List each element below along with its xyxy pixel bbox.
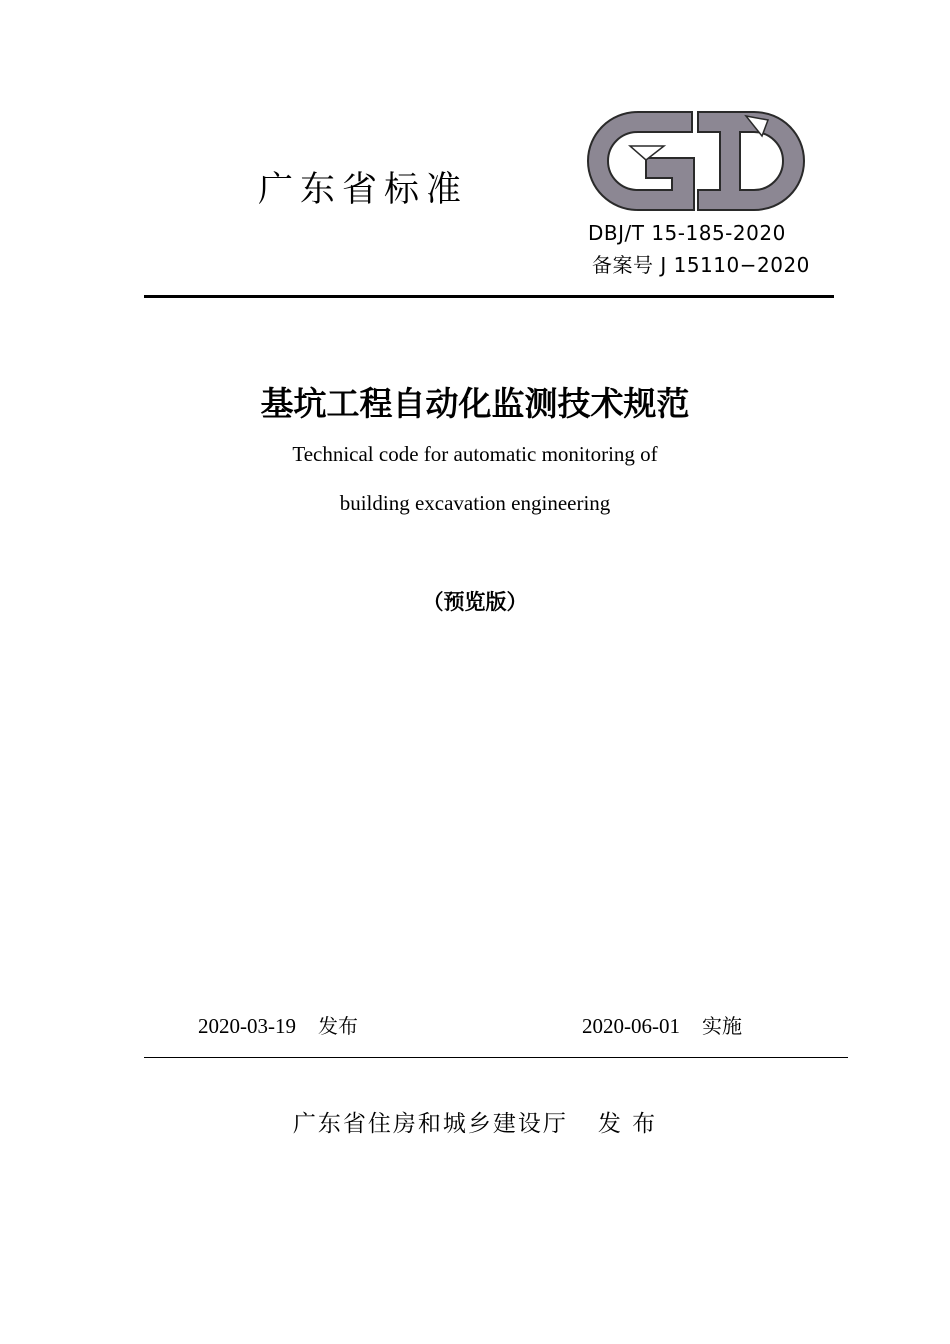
publisher-name: 广东省住房和城乡建设厅: [292, 1111, 568, 1137]
publish-verb: 发 布: [597, 1111, 658, 1137]
document-title-zh: 基坑工程自动化监测技术规范: [260, 384, 690, 423]
top-divider: [144, 295, 834, 298]
bottom-divider: [144, 1057, 848, 1058]
implementation-date-line: [582, 1012, 742, 1040]
implementation-date: 2020-06-01: [582, 1014, 680, 1038]
province-standard-label: 广东省标准: [258, 170, 469, 210]
record-number: 备案号 J 15110−2020: [592, 253, 810, 277]
standard-code: DBJ/T 15-185-2020: [588, 221, 786, 245]
issue-label: 发布: [318, 1014, 358, 1038]
issue-date-line: [198, 1012, 358, 1040]
publisher-line: [0, 1108, 950, 1140]
edition-label: （预览版）: [422, 590, 528, 614]
implementation-label: 实施: [702, 1014, 742, 1038]
document-title-en-line2: building excavation engineering: [339, 491, 611, 515]
issue-date: 2020-03-19: [198, 1014, 296, 1038]
gd-logo: [586, 110, 806, 212]
document-title-en-line1: Technical code for automatic monitoring of: [292, 442, 658, 466]
